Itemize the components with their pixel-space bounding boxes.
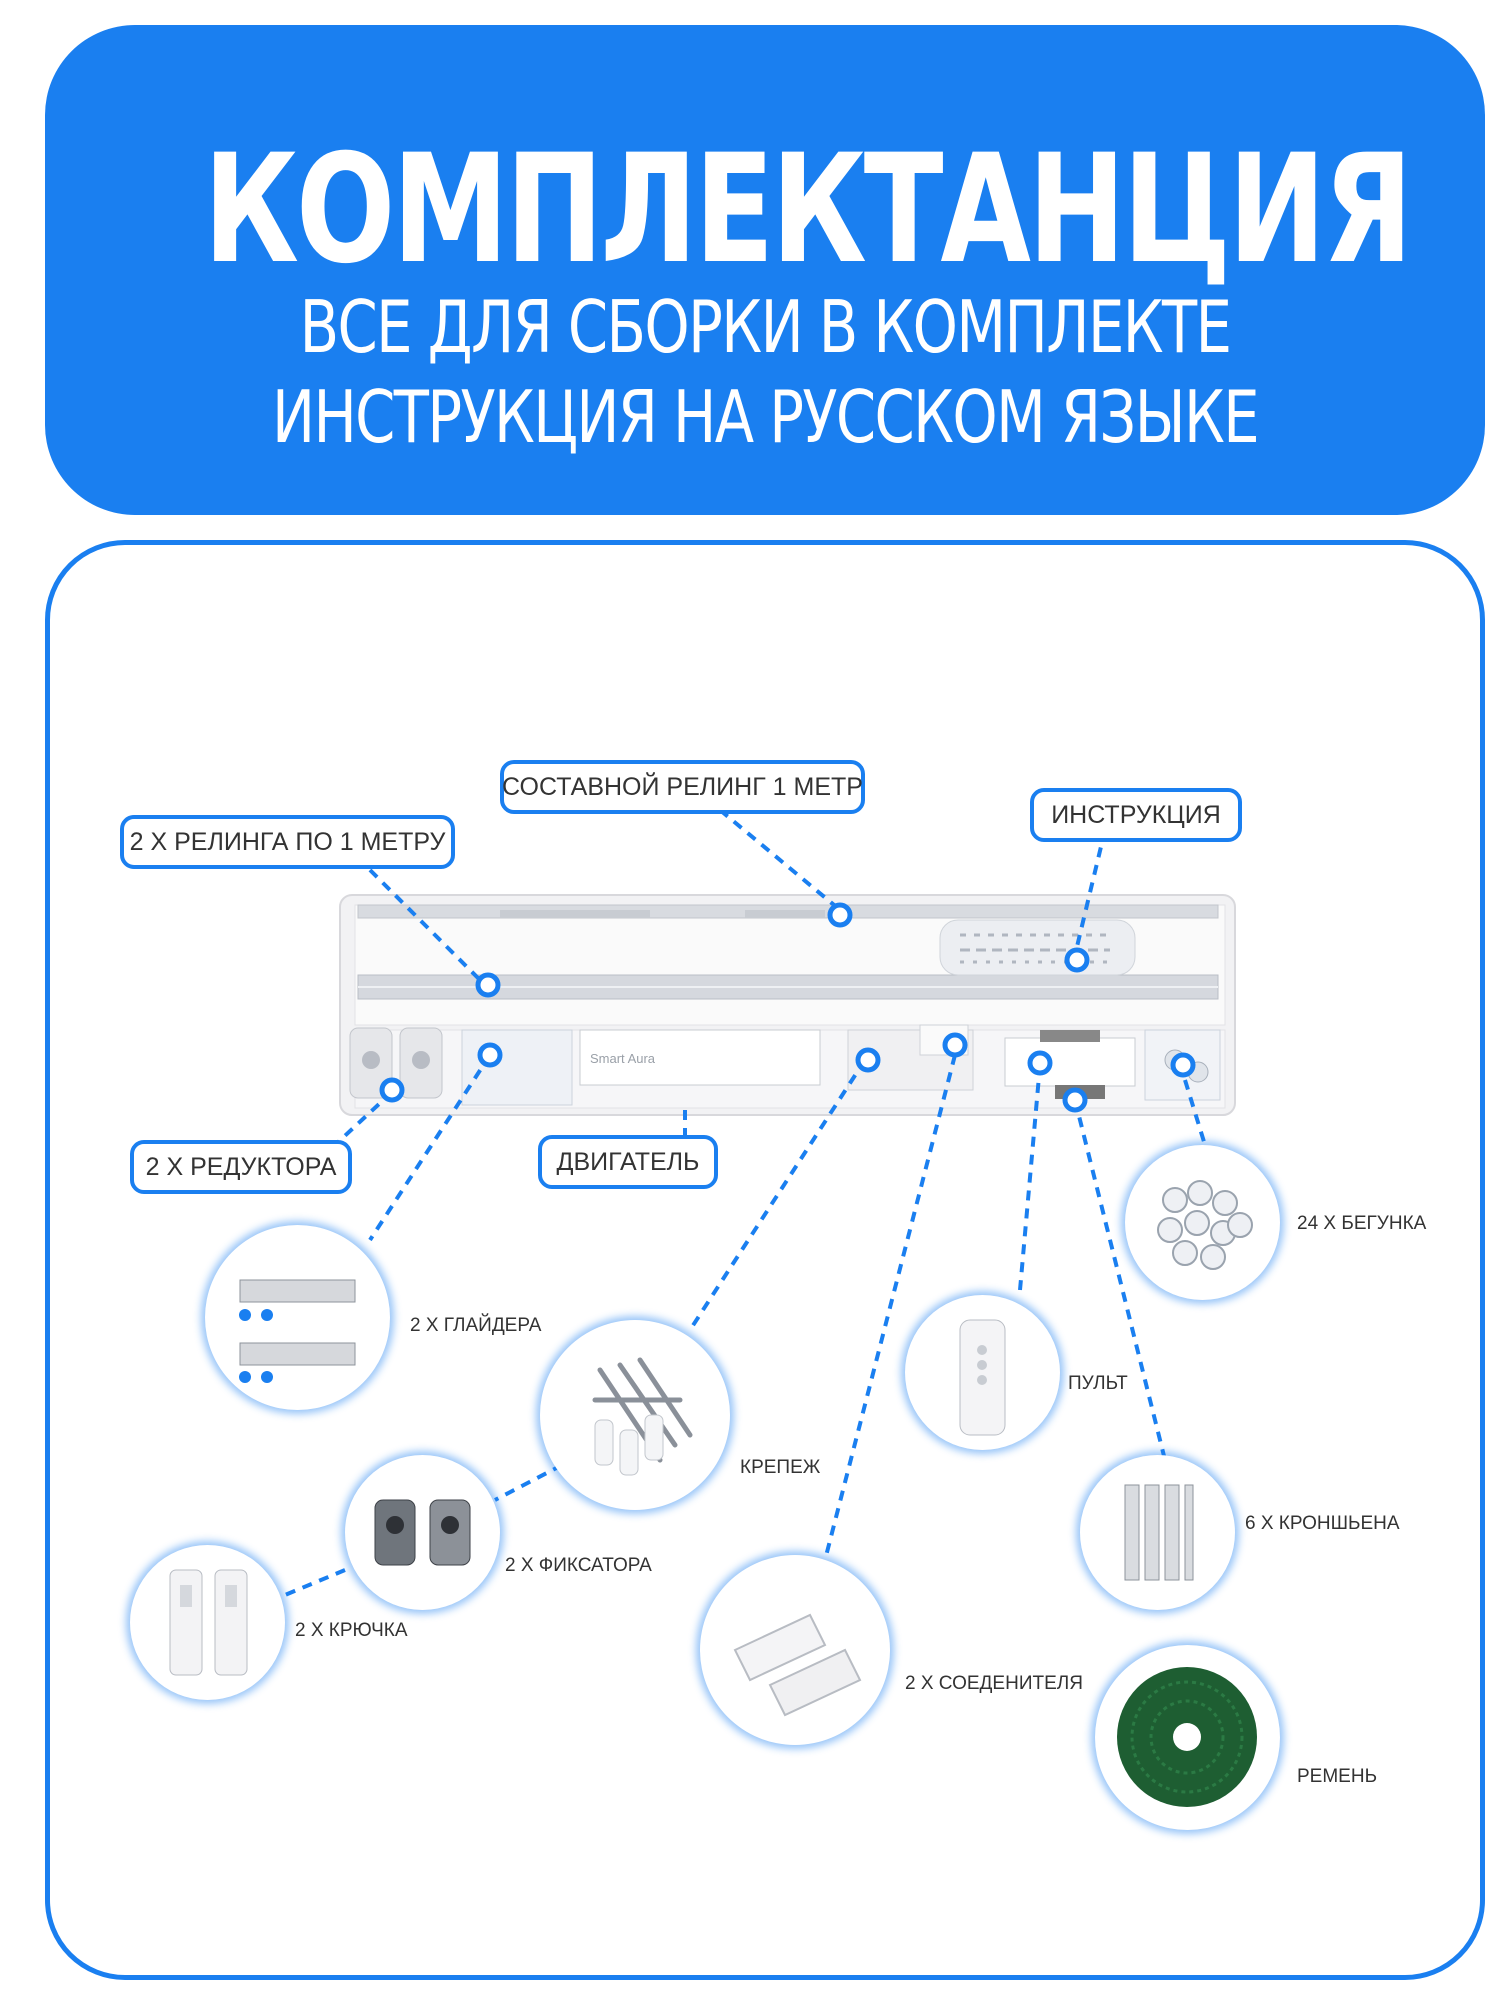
label-hooks: 2 Х КРЮЧКА xyxy=(295,1620,408,1641)
label-composite-rail: СОСТАВНОЙ РЕЛИНГ 1 МЕТР xyxy=(500,760,865,814)
label-clamps: 2 Х ФИКСАТОРА xyxy=(505,1555,652,1576)
label-reducers: 2 Х РЕДУКТОРА xyxy=(130,1140,352,1194)
fasteners-image xyxy=(540,1320,730,1510)
label-two-rails: 2 Х РЕЛИНГА ПО 1 МЕТРУ xyxy=(120,815,455,869)
gliders-image xyxy=(205,1225,390,1410)
product-box xyxy=(340,895,1235,1115)
hooks-image xyxy=(130,1545,285,1700)
label-connectors: 2 Х СОЕДЕНИТЕЛЯ xyxy=(905,1673,1083,1694)
label-belt: РЕМЕНЬ xyxy=(1297,1766,1378,1787)
brackets-image xyxy=(1080,1455,1235,1610)
label-motor: ДВИГАТЕЛЬ xyxy=(538,1135,718,1189)
motor-brand: Smart Aura xyxy=(590,1051,656,1066)
belt-image xyxy=(1095,1645,1280,1830)
label-remote: ПУЛЬТ xyxy=(1068,1373,1128,1394)
subtitle-line-2: ИНСТРУКЦИЯ НА РУССКОМ ЯЗЫКЕ xyxy=(271,375,1259,459)
label-runners: 24 Х БЕГУНКА xyxy=(1297,1213,1427,1234)
clamps-image xyxy=(345,1455,500,1610)
runners-image xyxy=(1125,1145,1280,1300)
label-instruction: ИНСТРУКЦИЯ xyxy=(1030,788,1242,842)
label-fasteners: КРЕПЕЖ xyxy=(740,1457,821,1478)
page-title: КОМПЛЕКТАНЦИЯ xyxy=(203,123,1410,297)
connectors-image xyxy=(700,1555,890,1745)
label-brackets: 6 Х КРОНШЬЕНА xyxy=(1245,1513,1400,1534)
label-gliders: 2 Х ГЛАЙДЕРА xyxy=(410,1315,542,1336)
subtitle-line-1: ВСЕ ДЛЯ СБОРКИ В КОМПЛЕКТЕ xyxy=(299,285,1231,369)
remote-image xyxy=(905,1295,1060,1450)
